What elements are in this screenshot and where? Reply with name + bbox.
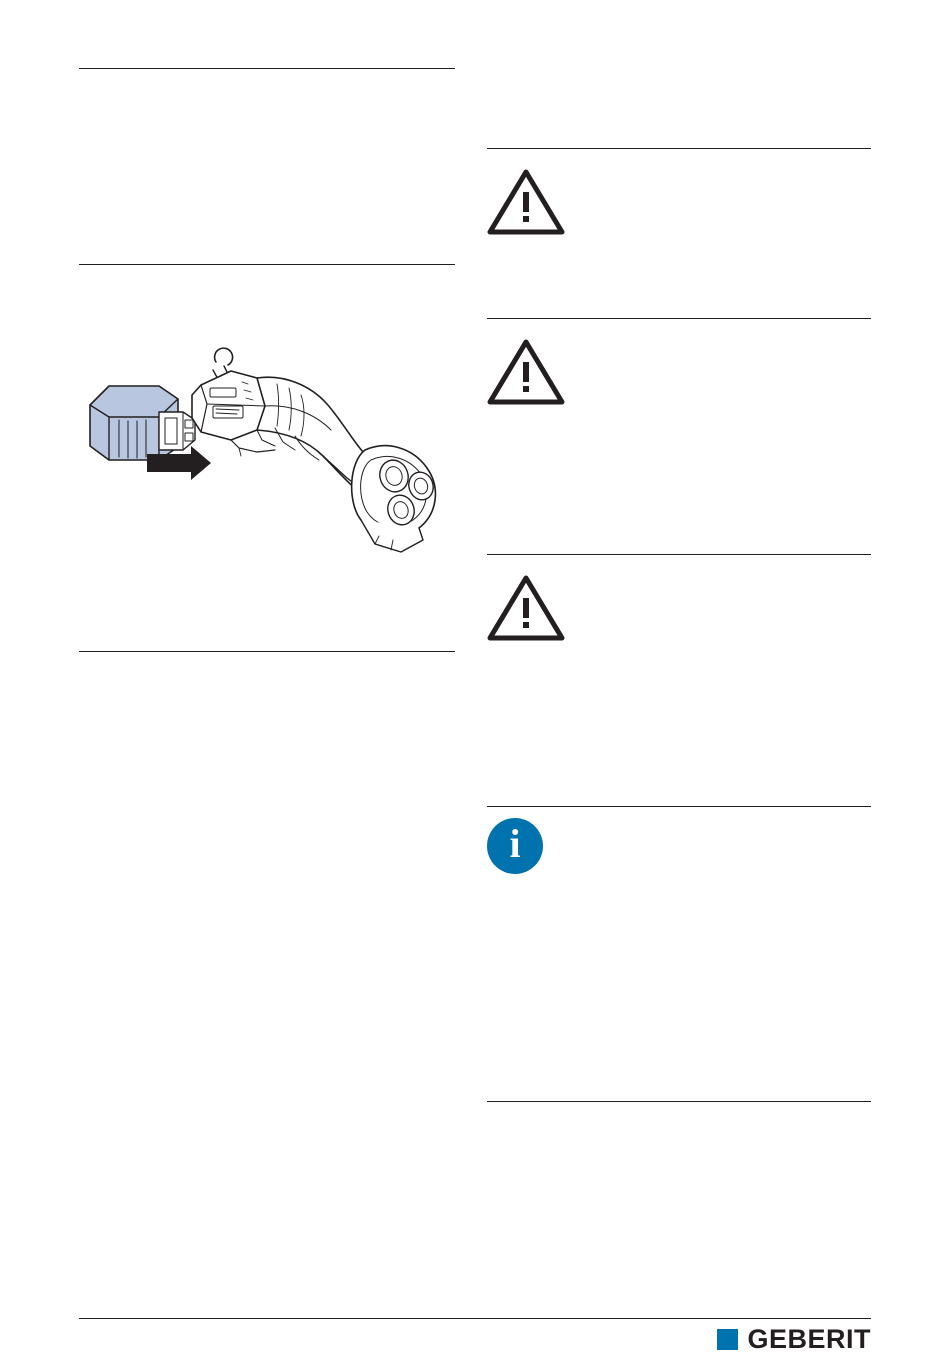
press-tool-with-battery-illustration	[79, 300, 455, 645]
note-block	[487, 818, 871, 874]
warning-block-1	[487, 168, 871, 241]
note-top-rule	[487, 806, 871, 807]
brand-name: GEBERIT	[747, 1324, 871, 1354]
geberit-square-icon	[717, 1329, 738, 1350]
warning-triangle-icon	[487, 574, 871, 647]
footer-rule	[79, 1318, 871, 1319]
warning-2-top-rule	[487, 318, 871, 319]
warning-triangle-icon	[487, 168, 871, 241]
warning-3-top-rule	[487, 554, 871, 555]
warning-block-3	[487, 574, 871, 647]
warning-triangle-icon	[487, 338, 871, 411]
note-bottom-rule	[487, 1101, 871, 1102]
right-column	[487, 0, 871, 1366]
info-circle-icon: i	[487, 818, 871, 874]
top-rule	[79, 68, 455, 69]
section-rule	[79, 264, 455, 265]
left-column	[79, 0, 455, 1366]
figure-bottom-rule	[79, 651, 455, 652]
warning-1-top-rule	[487, 148, 871, 149]
warning-block-2	[487, 338, 871, 411]
geberit-logo	[717, 1326, 871, 1353]
